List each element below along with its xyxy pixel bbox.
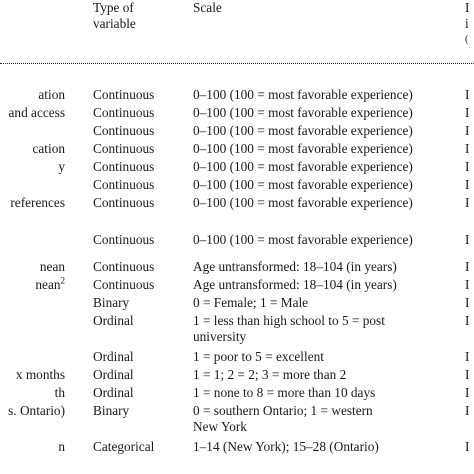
row-label: and access [8, 105, 65, 120]
row-scale: 0 = Female; 1 = Male [193, 295, 309, 310]
row-type: Continuous [93, 123, 155, 138]
row-label: s. Ontario) [8, 403, 65, 418]
row-right-clipped: I [465, 439, 470, 454]
row-label: y [58, 159, 65, 174]
row-type: Binary [93, 295, 130, 310]
row-label: th [54, 385, 65, 400]
row-right-clipped: I [465, 403, 470, 418]
row-label: references [10, 195, 65, 210]
row-right-clipped: I [465, 385, 470, 400]
row-label: n [58, 439, 65, 454]
header-scale: Scale [193, 0, 222, 15]
row-scale: Age untransformed: 18–104 (in years) [193, 259, 397, 274]
row-right-clipped: I [465, 195, 470, 210]
row-right-clipped: I [465, 349, 470, 364]
row-type: Continuous [93, 105, 155, 120]
row-scale: 0–100 (100 = most favorable experience) [193, 105, 413, 120]
row-scale: 1 = poor to 5 = excellent [193, 349, 324, 364]
row-type: Ordinal [93, 367, 134, 382]
row-scale: 1–14 (New York); 15–28 (Ontario) [193, 439, 379, 454]
header-right-clipped: I i ( [465, 0, 470, 45]
row-type: Continuous [93, 259, 155, 274]
header-type-line-2: variable [93, 16, 136, 31]
row-right-clipped: I [465, 87, 470, 102]
row-label: cation [32, 141, 65, 156]
row-right-clipped: I [465, 159, 470, 174]
row-type: Ordinal [93, 349, 134, 364]
row-scale: 0–100 (100 = most favorable experience) [193, 159, 413, 174]
row-right-clipped: I [465, 277, 470, 292]
row-right-clipped: I [465, 141, 470, 156]
row-label: ation [38, 87, 65, 102]
row-scale: 0–100 (100 = most favorable experience) [193, 232, 413, 247]
row-right-clipped: I [465, 177, 470, 192]
row-scale: 1 = less than high school to 5 = post university [193, 313, 385, 344]
row-type: Continuous [93, 232, 155, 247]
row-right-clipped: I [465, 367, 470, 382]
row-scale: 0–100 (100 = most favorable experience) [193, 177, 413, 192]
row-label: nean$^2$ [35, 275, 65, 292]
row-type: Categorical [93, 439, 155, 454]
row-scale: 0–100 (100 = most favorable experience) [193, 87, 413, 102]
row-type: Continuous [93, 141, 155, 156]
row-right-clipped: I [465, 259, 470, 274]
row-type: Continuous [93, 277, 155, 292]
row-right-clipped: I [465, 313, 470, 328]
row-scale: 0–100 (100 = most favorable experience) [193, 123, 413, 138]
header-rule [0, 63, 474, 64]
header-type-of-variable [93, 0, 136, 32]
row-label: nean [39, 259, 65, 274]
row-right-clipped: I [465, 232, 470, 247]
row-type: Ordinal [93, 385, 134, 400]
row-type: Binary [93, 403, 130, 418]
row-type: Ordinal [93, 313, 134, 328]
row-scale: 0–100 (100 = most favorable experience) [193, 195, 413, 210]
row-scale: Age untransformed: 18–104 (in years) [193, 277, 397, 292]
row-type: Continuous [93, 87, 155, 102]
row-right-clipped: I [465, 295, 470, 310]
header-type-line-1: Type of [93, 0, 134, 15]
row-scale: 0 = southern Ontario; 1 = western New York [193, 403, 373, 434]
row-scale: 1 = 1; 2 = 2; 3 = more than 2 [193, 367, 347, 382]
row-right-clipped: I [465, 123, 470, 138]
row-scale: 0–100 (100 = most favorable experience) [193, 141, 413, 156]
row-scale: 1 = none to 8 = more than 10 days [193, 385, 376, 400]
row-right-clipped: I [465, 105, 470, 120]
row-label: x months [15, 367, 65, 382]
row-type: Continuous [93, 177, 155, 192]
row-type: Continuous [93, 159, 155, 174]
row-type: Continuous [93, 195, 155, 210]
